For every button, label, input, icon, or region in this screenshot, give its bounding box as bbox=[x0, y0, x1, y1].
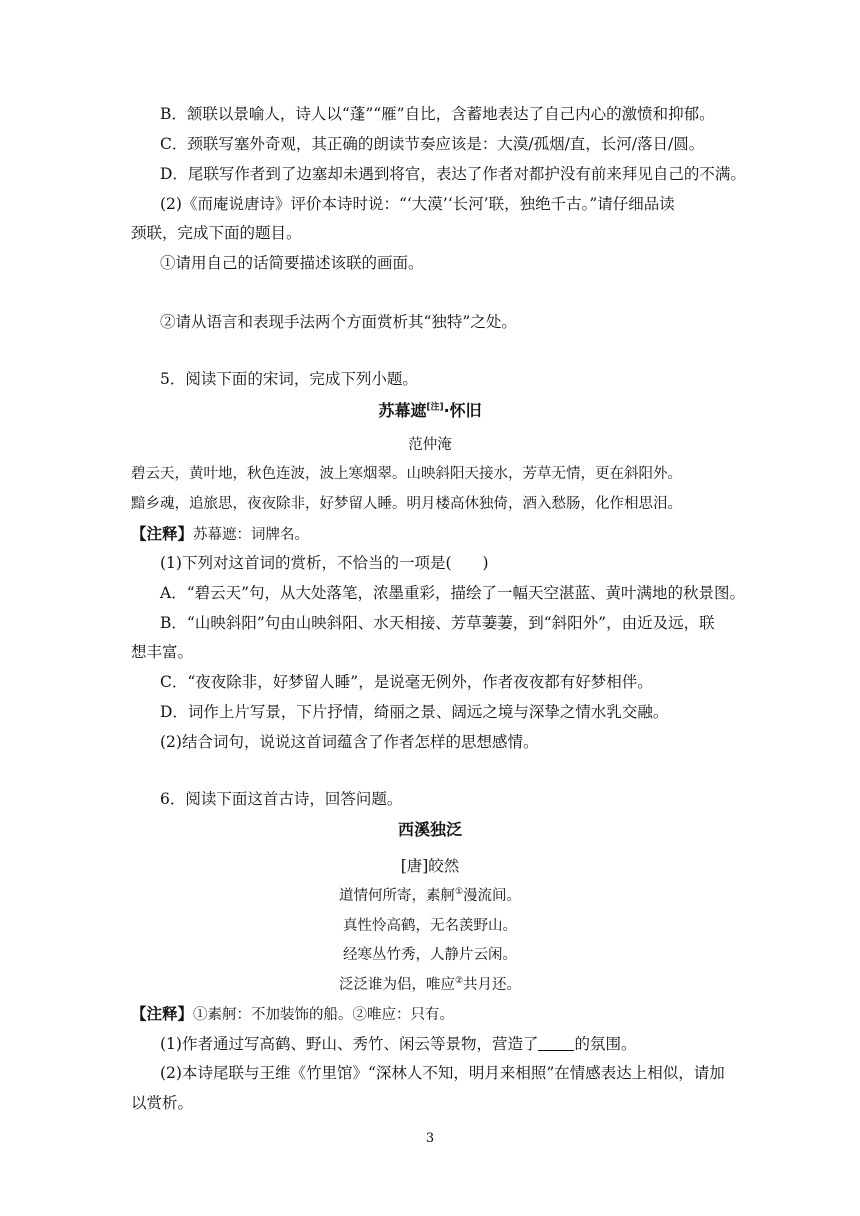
q4-option-d: D．尾联写作者到了边塞却未遇到将官，表达了作者对都护没有前来拜见自己的不满。 bbox=[160, 165, 746, 183]
q6-sub2-line2: 以赏析。 bbox=[131, 1094, 194, 1112]
q5-title-note-mark: [注] bbox=[426, 402, 444, 413]
q4-sub2-b: ②请从语言和表现手法两个方面赏析其“独特”之处。 bbox=[160, 313, 517, 331]
q5-sub2: (2)结合词句，说说这首词蕴含了作者怎样的思想感情。 bbox=[160, 733, 539, 751]
q5-author: 范仲淹 bbox=[408, 437, 452, 453]
q6-poem-line2: 真性怜高鹤，无名羡野山。 bbox=[343, 918, 517, 934]
q6-l1-b: 漫流间。 bbox=[463, 888, 522, 904]
q5-poem-title bbox=[0, 401, 860, 421]
q5-option-c: C．“夜夜除非，好梦留人睡”，是说毫无例外，作者夜夜都有好梦相伴。 bbox=[160, 673, 653, 691]
q5-option-d: D．词作上片写景，下片抒情，绮丽之景、阔远之境与深挚之情水乳交融。 bbox=[160, 703, 669, 721]
q5-note-label: 【注释】 bbox=[131, 524, 194, 543]
q5-poem-line2: 黯乡魂，追旅思，夜夜除非，好梦留人睡。明月楼高休独倚，酒入愁肠，化作相思泪。 bbox=[131, 496, 682, 512]
q6-author: [唐]皎然 bbox=[400, 857, 460, 875]
q6-note bbox=[131, 1004, 454, 1025]
q6-l1-a: 道情何所寄，素舸 bbox=[338, 888, 455, 904]
q6-poem-line4 bbox=[0, 975, 860, 995]
q6-sub2-line1: (2)本诗尾联与王维《竹里馆》“深林人不知，明月来相照”在情感表达上相似，请加 bbox=[160, 1064, 725, 1082]
page-number: 3 bbox=[425, 1131, 435, 1146]
q6-l1-note-mark: ① bbox=[454, 887, 464, 898]
q6-poem-line3: 经寒丛竹秀，人静片云闲。 bbox=[343, 947, 517, 963]
q4-sub2-line2: 颈联，完成下面的题目。 bbox=[131, 224, 302, 242]
q6-sub1-a: (1)作者通过写高鹤、野山、秀竹、闲云等景物，营造了 bbox=[160, 1035, 539, 1053]
q5-option-b-line2: 想丰富。 bbox=[131, 643, 194, 661]
q5-note bbox=[131, 524, 309, 545]
q6-l4-note-mark: ② bbox=[454, 976, 464, 987]
q5-note-text: 苏幕遮：词牌名。 bbox=[193, 527, 310, 543]
q4-option-c: C．颈联写塞外奇观，其正确的朗读节奏应该是：大漠/孤烟/直，长河/落日/圆。 bbox=[160, 135, 705, 153]
q5-sub1: (1)下列对这首词的赏析，不恰当的一项是( ) bbox=[160, 554, 489, 572]
q4-option-b: B．颔联以景喻人，诗人以“蓬”“雁”自比，含蓄地表达了自己内心的激愤和抑郁。 bbox=[160, 105, 715, 123]
q6-sub1-blank bbox=[538, 1036, 574, 1051]
q4-sub2-line1: (2)《而庵说唐诗》评价本诗时说：“‘大漠’‘长河’联，独绝千古。”请仔细品读 bbox=[160, 195, 675, 213]
q5-option-a: A．“碧云天”句，从大处落笔，浓墨重彩，描绘了一幅天空湛蓝、黄叶满地的秋景图。 bbox=[160, 584, 746, 602]
q6-l4-b: 共月还。 bbox=[463, 977, 522, 993]
q6-l4-a: 泛泛谁为侣，唯应 bbox=[338, 977, 455, 993]
q6-note-label: 【注释】 bbox=[131, 1004, 194, 1023]
q5-title-main: 苏幕遮 bbox=[378, 401, 427, 420]
q5-title-tail: ·怀旧 bbox=[443, 401, 482, 420]
q5-stem: 5．阅读下面的宋词，完成下列小题。 bbox=[160, 370, 418, 388]
q4-sub2-a: ①请用自己的话简要描述该联的画面。 bbox=[160, 254, 424, 272]
q6-sub1 bbox=[160, 1034, 636, 1054]
q6-note-text: ①素舸：不加装饰的船。②唯应：只有。 bbox=[193, 1007, 455, 1023]
q5-option-b-line1: B．“山映斜阳”句由山映斜阳、水天相接、芳草萋萋，到“斜阳外”，由近及远，联 bbox=[160, 614, 715, 632]
q6-stem: 6．阅读下面这首古诗，回答问题。 bbox=[160, 790, 403, 808]
q6-poem-title: 西溪独泛 bbox=[397, 820, 462, 839]
q5-poem-line1: 碧云天，黄叶地，秋色连波，波上寒烟翠。山映斜阳天接水，芳草无情，更在斜阳外。 bbox=[131, 466, 682, 482]
q6-sub1-b: 的氛围。 bbox=[574, 1035, 637, 1053]
q6-poem-line1 bbox=[0, 886, 860, 906]
